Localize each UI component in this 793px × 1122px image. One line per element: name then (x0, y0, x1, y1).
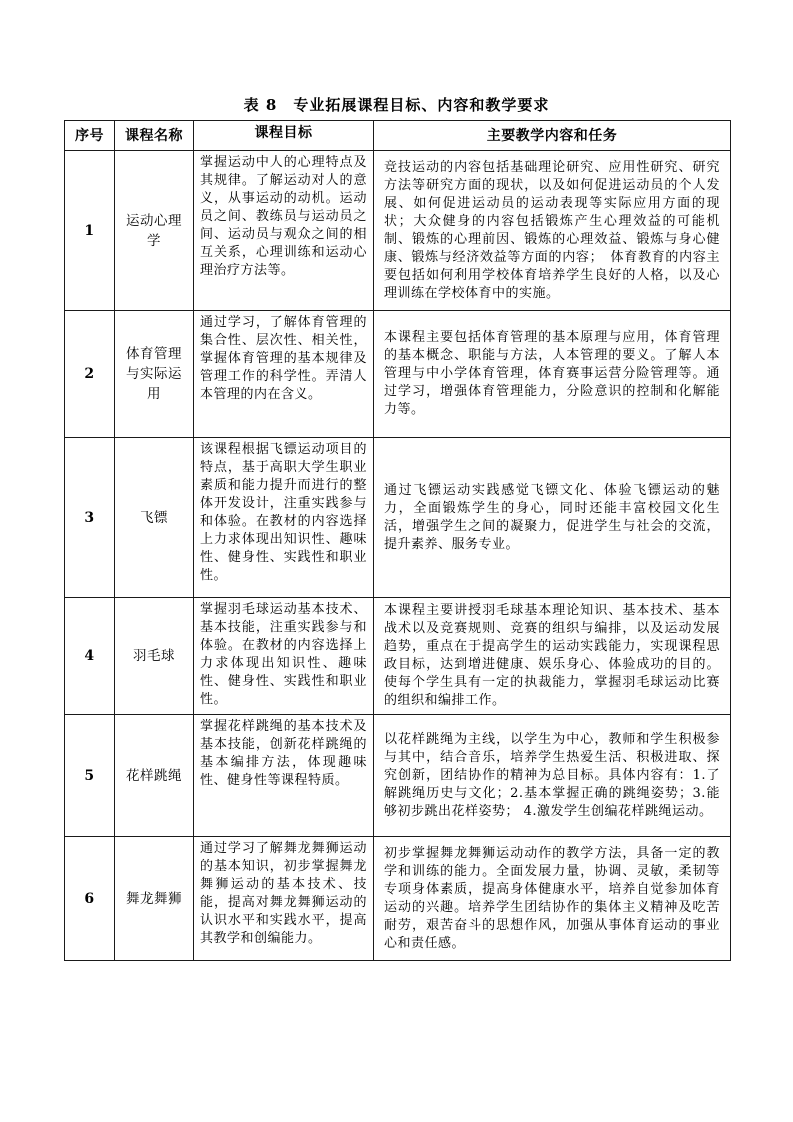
row-3-teaching-content: 通过飞镖运动实践感觉飞镖文化、体验飞镖运动的魅力，全面锻炼学生的身心，同时还能丰富校园文化生活，增强学生之间的凝聚力，促进学生与社会的交流，提升素养、服务专业。 (374, 438, 731, 598)
course-table (64, 120, 731, 961)
row-5-course-name: 花样跳绳 (115, 715, 194, 837)
row-5-number: 5 (65, 715, 115, 837)
row-1-objective: 掌握运动中人的心理特点及其规律。了解运动对人的意义，从事运动的动机。运动员之间、教练员与运动员之间、运动员与观众之间的相互关系，心理训练和运动心理治疗方法等。 (194, 151, 374, 311)
row-6-course-name: 舞龙舞狮 (115, 837, 194, 961)
row-2-teaching-content: 本课程主要包括体育管理的基本原理与应用，体育管理的基本概念、职能与方法，人本管理的要义。了解人本管理与中小学体育管理，体育赛事运营分险管理等。通过学习，增强体育管理能力，分险意识的控制和化解能力等。 (374, 311, 731, 438)
table-title: 表 8 专业拓展课程目标、内容和教学要求 (243, 96, 550, 114)
row-1-teaching-content: 竞技运动的内容包括基础理论研究、应用性研究、研究方法等研究方面的现状，以及如何促进运动员的个人发展、如何促进运动员的运动表现等实际应用方面的现状；大众健身的内容包括锻炼产生心理效益的可能机制、锻炼的心理前因、锻炼的心理效益、锻炼与身心健康、锻炼与经济效益等方面的内容； 体育教育的内容主要包括如何利用学校体育培养学生良好的人格，以及心理训练在学校体育中的实施。 (374, 151, 731, 311)
header-course-name: 课程名称 (115, 121, 194, 151)
row-2-number: 2 (65, 311, 115, 438)
row-4-number: 4 (65, 598, 115, 715)
table-row (65, 438, 731, 598)
header-content: 主要教学内容和任务 (374, 121, 731, 151)
row-6-objective: 通过学习了解舞龙舞狮运动的基本知识，初步掌握舞龙舞狮运动的基本技术、技能，提高对舞龙舞狮运动的认识水平和实践水平，提高其教学和创编能力。 (194, 837, 374, 961)
row-2-objective: 通过学习，了解体育管理的集合性、层次性、相关性，掌握体育管理的基本规律及管理工作的科学性。弄清人本管理的内在含义。 (194, 311, 374, 438)
table-row (65, 311, 731, 438)
header-row (65, 121, 731, 151)
row-6-number: 6 (65, 837, 115, 961)
row-6-teaching-content: 初步掌握舞龙舞狮运动动作的教学方法，具备一定的教学和训练的能力。全面发展力量，协调、灵敏，柔韧等专项身体素质，提高身体健康水平，培养自觉参加体育运动的兴趣。培养学生团结协作的集体主义精神及吃苦耐劳，艰苦奋斗的思想作风，加强从事体育运动的事业心和责任感。 (374, 837, 731, 961)
row-5-objective: 掌握花样跳绳的基本技术及基本技能，创新花样跳绳的基本编排方法，体现趣味性、健身性等课程特质。 (194, 715, 374, 837)
row-5-teaching-content: 以花样跳绳为主线，以学生为中心，教师和学生积极参与其中，结合音乐，培养学生热爱生活、积极进取、探究创新，团结协作的精神为总目标。具体内容有：1.了解跳绳历史与文化；2.基本掌握正确的跳绳姿势；3.能够初步跳出花样姿势； 4.激发学生创编花样跳绳运动。 (374, 715, 731, 837)
table-row (65, 837, 731, 961)
header-no: 序号 (65, 121, 115, 151)
row-3-number: 3 (65, 438, 115, 598)
row-3-objective: 该课程根据飞镖运动项目的特点，基于高职大学生职业素质和能力提升而进行的整体开发设计，注重实践参与和体验。在教材的内容选择上力求体现出知识性、趣味性、健身性、实践性和职业性。 (194, 438, 374, 598)
row-2-course-name: 体育管理与实际运用 (115, 311, 194, 438)
row-1-number: 1 (65, 151, 115, 311)
header-objective: 课程目标 (194, 121, 374, 151)
row-1-course-name: 运动心理学 (115, 151, 194, 311)
table-row (65, 598, 731, 715)
table-row (65, 715, 731, 837)
row-4-objective: 掌握羽毛球运动基本技术、基本技能，注重实践参与和体验。在教材的内容选择上力求体现出知识性、趣味性、健身性、实践性和职业性。 (194, 598, 374, 715)
row-4-teaching-content: 本课程主要讲授羽毛球基本理论知识、基本技术、基本战术以及竞赛规则、竞赛的组织与编排，以及运动发展趋势，重点在于提高学生的运动实践能力，实现课程思政目标，达到增进健康、娱乐身心、体验成功的目的。使每个学生具有一定的执裁能力，掌握羽毛球运动比赛的组织和编排工作。 (374, 598, 731, 715)
table-row (65, 151, 731, 311)
row-3-course-name: 飞镖 (115, 438, 194, 598)
row-4-course-name: 羽毛球 (115, 598, 194, 715)
